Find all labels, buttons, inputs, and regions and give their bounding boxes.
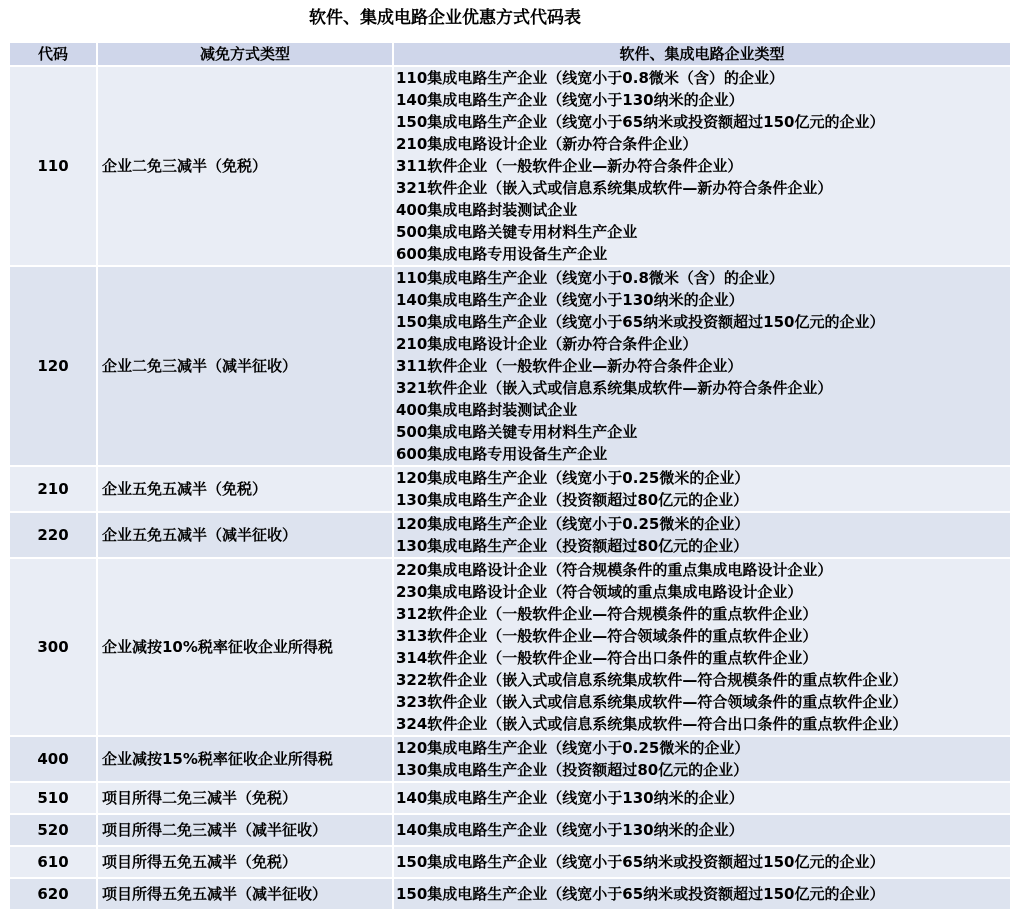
row-enterprise-types [393,782,1011,814]
row-reduction-type: 项目所得二免三减半（减半征收） [97,814,393,846]
enterprise-type-item: 110集成电路生产企业（线宽小于0.8微米（含）的企业） [396,269,784,287]
enterprise-type-item: 311软件企业（一般软件企业—新办符合条件企业） [396,157,743,175]
enterprise-type-item: 322软件企业（嵌入式或信息系统集成软件—符合规模条件的重点软件企业） [396,671,908,689]
row-code: 620 [9,878,97,910]
enterprise-type-item: 312软件企业（一般软件企业—符合规模条件的重点软件企业） [396,605,818,623]
enterprise-type-item: 210集成电路设计企业（新办符合条件企业） [396,135,698,153]
row-enterprise-types [393,814,1011,846]
table-row [9,814,1011,846]
enterprise-type-item: 400集成电路封装测试企业 [396,201,578,219]
row-code: 400 [9,736,97,782]
enterprise-type-item: 314软件企业（一般软件企业—符合出口条件的重点软件企业） [396,649,818,667]
enterprise-type-item: 120集成电路生产企业（线宽小于0.25微米的企业） [396,469,750,487]
row-enterprise-types [393,512,1011,558]
enterprise-type-item: 150集成电路生产企业（线宽小于65纳米或投资额超过150亿元的企业） [396,853,885,871]
row-enterprise-types [393,736,1011,782]
enterprise-type-item: 140集成电路生产企业（线宽小于130纳米的企业） [396,821,744,839]
row-enterprise-types [393,466,1011,512]
row-code: 610 [9,846,97,878]
header-reduction-type: 减免方式类型 [97,42,393,66]
enterprise-type-item: 140集成电路生产企业（线宽小于130纳米的企业） [396,789,744,807]
enterprise-type-item: 120集成电路生产企业（线宽小于0.25微米的企业） [396,515,750,533]
enterprise-type-item: 130集成电路生产企业（投资额超过80亿元的企业） [396,537,749,555]
row-reduction-type: 企业二免三减半（免税） [97,66,393,266]
enterprise-type-item: 140集成电路生产企业（线宽小于130纳米的企业） [396,291,744,309]
header-enterprise-type: 软件、集成电路企业类型 [393,42,1011,66]
table-row [9,266,1011,466]
enterprise-type-item: 323软件企业（嵌入式或信息系统集成软件—符合领域条件的重点软件企业） [396,693,908,711]
row-reduction-type: 企业五免五减半（免税） [97,466,393,512]
row-reduction-type: 项目所得五免五减半（免税） [97,846,393,878]
row-code: 510 [9,782,97,814]
row-reduction-type: 企业减按15%税率征收企业所得税 [97,736,393,782]
table-row [9,66,1011,266]
table-header-row [9,42,1011,66]
enterprise-type-item: 130集成电路生产企业（投资额超过80亿元的企业） [396,761,749,779]
enterprise-type-item: 230集成电路设计企业（符合领域的重点集成电路设计企业） [396,583,803,601]
enterprise-type-item: 120集成电路生产企业（线宽小于0.25微米的企业） [396,739,750,757]
enterprise-type-item: 220集成电路设计企业（符合规模条件的重点集成电路设计企业） [396,561,833,579]
row-enterprise-types [393,266,1011,466]
enterprise-type-item: 324软件企业（嵌入式或信息系统集成软件—符合出口条件的重点软件企业） [396,715,908,733]
row-code: 110 [9,66,97,266]
table-row [9,846,1011,878]
page-title: 软件、集成电路企业优惠方式代码表 [309,8,581,28]
enterprise-type-item: 313软件企业（一般软件企业—符合领域条件的重点软件企业） [396,627,818,645]
enterprise-type-item: 210集成电路设计企业（新办符合条件企业） [396,335,698,353]
enterprise-type-item: 600集成电路专用设备生产企业 [396,445,608,463]
header-code: 代码 [9,42,97,66]
enterprise-type-item: 150集成电路生产企业（线宽小于65纳米或投资额超过150亿元的企业） [396,113,885,131]
enterprise-type-item: 130集成电路生产企业（投资额超过80亿元的企业） [396,491,749,509]
row-enterprise-types [393,66,1011,266]
table-row [9,736,1011,782]
enterprise-type-item: 500集成电路关键专用材料生产企业 [396,423,638,441]
row-reduction-type: 企业五免五减半（减半征收） [97,512,393,558]
table-row [9,466,1011,512]
enterprise-type-item: 500集成电路关键专用材料生产企业 [396,223,638,241]
row-enterprise-types [393,558,1011,736]
table-body [9,66,1011,910]
row-reduction-type: 项目所得五免五减半（减半征收） [97,878,393,910]
row-reduction-type: 企业减按10%税率征收企业所得税 [97,558,393,736]
enterprise-type-item: 150集成电路生产企业（线宽小于65纳米或投资额超过150亿元的企业） [396,885,885,903]
table-row [9,512,1011,558]
enterprise-type-item: 321软件企业（嵌入式或信息系统集成软件—新办符合条件企业） [396,179,833,197]
table-row [9,558,1011,736]
enterprise-type-item: 150集成电路生产企业（线宽小于65纳米或投资额超过150亿元的企业） [396,313,885,331]
row-enterprise-types [393,878,1011,910]
row-code: 520 [9,814,97,846]
enterprise-type-item: 311软件企业（一般软件企业—新办符合条件企业） [396,357,743,375]
code-table [8,41,1012,911]
enterprise-type-item: 400集成电路封装测试企业 [396,401,578,419]
table-row [9,782,1011,814]
enterprise-type-item: 110集成电路生产企业（线宽小于0.8微米（含）的企业） [396,69,784,87]
row-code: 210 [9,466,97,512]
table-row [9,878,1011,910]
enterprise-type-item: 140集成电路生产企业（线宽小于130纳米的企业） [396,91,744,109]
row-reduction-type: 项目所得二免三减半（免税） [97,782,393,814]
row-code: 120 [9,266,97,466]
enterprise-type-item: 600集成电路专用设备生产企业 [396,245,608,263]
row-enterprise-types [393,846,1011,878]
row-reduction-type: 企业二免三减半（减半征收） [97,266,393,466]
row-code: 220 [9,512,97,558]
row-code: 300 [9,558,97,736]
enterprise-type-item: 321软件企业（嵌入式或信息系统集成软件—新办符合条件企业） [396,379,833,397]
